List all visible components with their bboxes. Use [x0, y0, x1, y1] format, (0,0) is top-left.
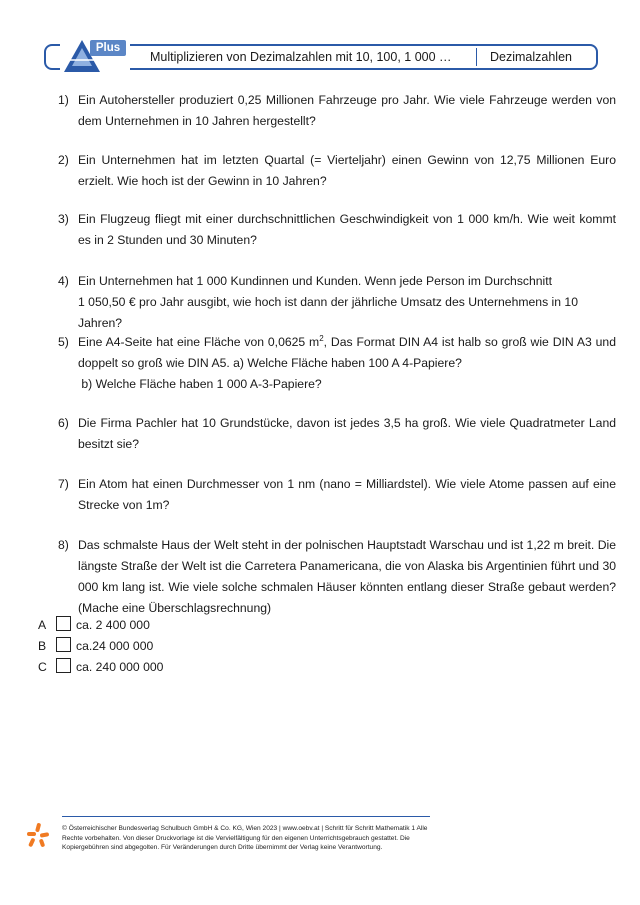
task-text	[78, 332, 616, 395]
task-text-part: Eine A4-Seite hat eine Fläche von 0,0625 m	[78, 335, 320, 349]
option-letter: A	[38, 618, 47, 632]
task-text: Ein Unternehmen hat im letzten Quartal (= Vierteljahr) einen Gewinn von 12,75 Millionen Euro erzielt. Wie hoch ist der Gewinn in 10 Jahren?	[78, 153, 616, 188]
checkbox[interactable]	[56, 616, 71, 631]
task-number: 1)	[58, 93, 69, 107]
task-number: 8)	[58, 538, 69, 552]
checkbox[interactable]	[56, 658, 71, 673]
task-text: Ein Autohersteller produziert 0,25 Millionen Fahrzeuge pro Jahr. Wie viele Fahrzeuge werden von dem Unternehmen in 10 Jahren hergestellt?	[78, 93, 616, 128]
superscript: 2	[319, 333, 324, 343]
checkbox[interactable]	[56, 637, 71, 652]
option-letter: C	[38, 660, 47, 674]
footer-divider	[62, 816, 430, 817]
task-line: Ein Unternehmen hat 1 000 Kundinnen und Kunden. Wenn jede Person im Durchschnitt	[78, 274, 553, 288]
task-line: b) Welche Fläche haben 1 000 A-3-Papiere?	[78, 377, 322, 391]
publisher-logo-icon	[26, 822, 50, 848]
option-text: ca. 2 400 000	[76, 618, 150, 632]
task-text	[78, 271, 616, 334]
task-text: Ein Atom hat einen Durchmesser von 1 nm (nano = Milliardstel). Wie viele Atome passen auf eine Strecke von 1m?	[78, 477, 616, 512]
task-line: 1 050,50 € pro Jahr ausgibt, wie hoch ist dann der jährliche Umsatz des Unternehmens in 10 Jahren?	[78, 295, 578, 330]
task-text: Die Firma Pachler hat 10 Grundstücke, davon ist jedes 3,5 ha groß. Wie viele Quadratmeter Land besitzt sie?	[78, 416, 616, 451]
task-number: 7)	[58, 477, 69, 491]
task-number: 4)	[58, 274, 69, 288]
task-number: 2)	[58, 153, 69, 167]
option-text: ca. 240 000 000	[76, 660, 164, 674]
option-letter: B	[38, 639, 47, 653]
header-divider	[476, 48, 477, 66]
plus-badge: Plus	[90, 40, 126, 56]
task-number: 6)	[58, 416, 69, 430]
task-number: 5)	[58, 335, 69, 349]
task-text-part: , Das Format DIN A4 ist halb so groß wie DIN A3 und doppelt so groß wie DIN A5. a) Welche Fläche haben 100 A 4-Papiere?	[78, 335, 616, 370]
task-text: Ein Flugzeug fliegt mit einer durchschnittlichen Geschwindigkeit von 1 000 km/h. Wie weit kommt es in 2 Stunden und 30 Minuten?	[78, 212, 616, 247]
task-text: Das schmalste Haus der Welt steht in der polnischen Hauptstadt Warschau und ist 1,22 m breit. Die längste Straße der Welt ist die Carretera Panamericana, die von Alaska bis Argentinien führt und 30 000 km lang ist. Wie viele solche schmalen Häuser könnten entlang dieser Straße gebaut werden? (Mache eine Überschlagsrechnung)	[78, 538, 616, 615]
copyright-notice: © Österreichischer Bundesverlag Schulbuch GmbH & Co. KG, Wien 2023 | www.oebv.at | Schritt für Schritt Mathematik 1 Alle Rechte vorbehalten. Von dieser Druckvorlage ist die Vervielfältigung für den eigenen Unterrichtsgebrauch gestattet. Die Kopiergebühren sind abgegolten. Für Veränderungen durch Dritte übernimmt der Verlag keine Verantwortung.	[62, 825, 428, 852]
worksheet-title: Multiplizieren von Dezimalzahlen mit 10, 100, 1 000 …	[150, 50, 452, 64]
worksheet-topic: Dezimalzahlen	[490, 50, 572, 64]
task-number: 3)	[58, 212, 69, 226]
option-text: ca.24 000 000	[76, 639, 154, 653]
